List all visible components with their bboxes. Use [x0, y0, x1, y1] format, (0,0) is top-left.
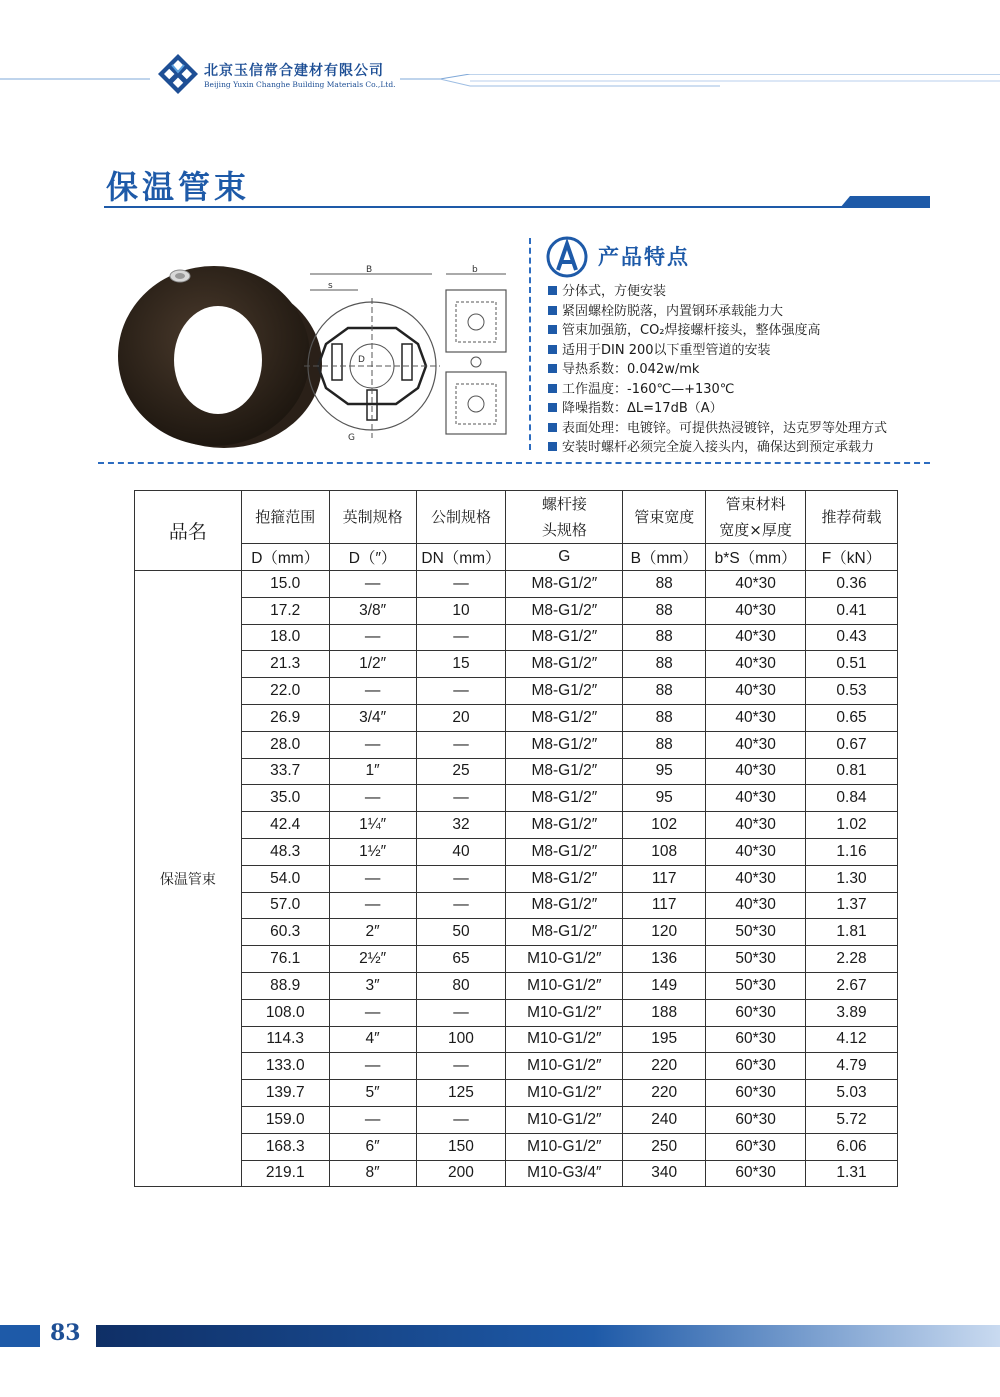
table-cell: 117	[623, 865, 706, 892]
table-cell: 5.72	[806, 1106, 898, 1133]
table-cell: 340	[623, 1160, 706, 1187]
table-cell: —	[416, 571, 506, 598]
table-cell: 1″	[329, 758, 416, 785]
table-cell: 240	[623, 1106, 706, 1133]
table-cell: M10-G1/2″	[506, 1106, 623, 1133]
bullet-square-icon	[548, 384, 557, 393]
table-cell: 220	[623, 1080, 706, 1107]
table-cell: —	[329, 999, 416, 1026]
table-cell: 0.53	[806, 678, 898, 705]
table-cell: 250	[623, 1133, 706, 1160]
table-row	[135, 812, 898, 839]
table-cell: M10-G1/2″	[506, 1053, 623, 1080]
header-cell: 推荐荷载	[806, 491, 898, 544]
table-cell: 88	[623, 597, 706, 624]
technical-drawing	[296, 262, 518, 450]
table-cell: 5.03	[806, 1080, 898, 1107]
table-row	[135, 946, 898, 973]
table-cell: M8-G1/2″	[506, 758, 623, 785]
table-cell: 3.89	[806, 999, 898, 1026]
header-cell: 管束宽度	[623, 491, 706, 544]
table-cell: 219.1	[241, 1160, 329, 1187]
table-cell: 60*30	[706, 1106, 806, 1133]
header-product-name: 品名	[135, 491, 242, 571]
table-cell: 28.0	[241, 731, 329, 758]
table-cell: 3/4″	[329, 704, 416, 731]
table-cell: 0.51	[806, 651, 898, 678]
table-cell: —	[416, 892, 506, 919]
table-cell: 136	[623, 946, 706, 973]
table-cell: 1/2″	[329, 651, 416, 678]
table-cell: 40*30	[706, 571, 806, 598]
table-row	[135, 597, 898, 624]
features-list	[548, 282, 887, 458]
page-title: 保温管束	[106, 168, 251, 206]
table-cell: M8-G1/2″	[506, 704, 623, 731]
feature-item: 安装时螺杆必须完全旋入接头内，确保达到预定承载力	[548, 438, 887, 458]
svg-text:b: b	[472, 265, 478, 275]
table-row	[135, 1133, 898, 1160]
unit-cell: DN（mm）	[416, 544, 506, 571]
bullet-square-icon	[548, 286, 557, 295]
table-cell: —	[416, 624, 506, 651]
table-cell: 200	[416, 1160, 506, 1187]
table-cell: 4″	[329, 1026, 416, 1053]
header-cell: 管束材料 宽度×厚度	[706, 491, 806, 544]
table-cell: —	[329, 571, 416, 598]
title-accent-tab	[840, 196, 930, 208]
table-cell: 40*30	[706, 704, 806, 731]
table-cell: 3/8″	[329, 597, 416, 624]
company-name-cn: 北京玉信常合建材有限公司	[204, 63, 384, 79]
table-cell: 17.2	[241, 597, 329, 624]
table-cell: 80	[416, 972, 506, 999]
table-cell: 33.7	[241, 758, 329, 785]
table-cell: 95	[623, 785, 706, 812]
table-cell: —	[329, 865, 416, 892]
header-cell: 公制规格	[416, 491, 506, 544]
table-cell: 60*30	[706, 1026, 806, 1053]
table-cell: —	[416, 731, 506, 758]
table-row	[135, 678, 898, 705]
table-cell: 139.7	[241, 1080, 329, 1107]
header-cell: 抱箍范围	[241, 491, 329, 544]
footer-bar	[96, 1325, 1000, 1347]
table-cell: 2.67	[806, 972, 898, 999]
table-cell: 2.28	[806, 946, 898, 973]
table-cell: M8-G1/2″	[506, 571, 623, 598]
table-cell: 1.30	[806, 865, 898, 892]
unit-cell: b*S（mm）	[706, 544, 806, 571]
page-number: 83	[50, 1320, 81, 1346]
table-cell: 0.65	[806, 704, 898, 731]
table-cell: 40*30	[706, 597, 806, 624]
table-cell: —	[329, 678, 416, 705]
table-row	[135, 1106, 898, 1133]
table-cell: —	[416, 785, 506, 812]
unit-cell: F（kN）	[806, 544, 898, 571]
table-row	[135, 1053, 898, 1080]
table-cell: 50*30	[706, 972, 806, 999]
table-cell: 21.3	[241, 651, 329, 678]
unit-cell: B（mm）	[623, 544, 706, 571]
table-cell: 2″	[329, 919, 416, 946]
bullet-square-icon	[548, 442, 557, 451]
bullet-square-icon	[548, 403, 557, 412]
table-cell: 0.43	[806, 624, 898, 651]
table-cell: —	[416, 678, 506, 705]
unit-cell: G	[506, 544, 623, 571]
table-cell: 117	[623, 892, 706, 919]
table-cell: 32	[416, 812, 506, 839]
feature-item: 导热系数：0.042w/mk	[548, 360, 887, 380]
features-heading: 产品特点	[598, 245, 690, 269]
table-cell: 60*30	[706, 1080, 806, 1107]
feature-badge-icon	[546, 236, 588, 278]
table-row	[135, 838, 898, 865]
feature-item: 管束加强筋，CO₂焊接螺杆接头，整体强度高	[548, 321, 887, 341]
table-cell: 6″	[329, 1133, 416, 1160]
svg-text:B: B	[366, 265, 373, 275]
table-row	[135, 865, 898, 892]
table-cell: M10-G1/2″	[506, 946, 623, 973]
table-cell: 150	[416, 1133, 506, 1160]
table-cell: 40*30	[706, 812, 806, 839]
product-name-cell: 保温管束	[135, 571, 242, 1187]
table-cell: 15.0	[241, 571, 329, 598]
svg-text:G: G	[348, 433, 355, 443]
section-divider-vertical	[529, 238, 531, 450]
table-cell: M8-G1/2″	[506, 624, 623, 651]
table-cell: M8-G1/2″	[506, 651, 623, 678]
table-row	[135, 892, 898, 919]
table-cell: 60*30	[706, 1160, 806, 1187]
table-row	[135, 704, 898, 731]
table-cell: 0.67	[806, 731, 898, 758]
footer-accent-block	[0, 1325, 40, 1347]
table-cell: —	[329, 892, 416, 919]
table-cell: 88	[623, 731, 706, 758]
table-cell: 108.0	[241, 999, 329, 1026]
table-row	[135, 731, 898, 758]
bullet-square-icon	[548, 345, 557, 354]
table-row	[135, 919, 898, 946]
table-cell: 40*30	[706, 731, 806, 758]
table-row	[135, 571, 898, 598]
table-row	[135, 785, 898, 812]
table-cell: 0.81	[806, 758, 898, 785]
table-cell: 50*30	[706, 946, 806, 973]
table-cell: 48.3	[241, 838, 329, 865]
table-cell: 149	[623, 972, 706, 999]
svg-text:D: D	[358, 355, 365, 365]
table-cell: 40*30	[706, 678, 806, 705]
header-cell: 英制规格	[329, 491, 416, 544]
table-cell: 88	[623, 678, 706, 705]
feature-item: 紧固螺栓防脱落，内置钢环承载能力大	[548, 302, 887, 322]
table-cell: M10-G1/2″	[506, 1133, 623, 1160]
table-cell: 88	[623, 651, 706, 678]
table-cell: 40*30	[706, 865, 806, 892]
table-cell: 40*30	[706, 758, 806, 785]
table-cell: 95	[623, 758, 706, 785]
table-cell: 54.0	[241, 865, 329, 892]
table-cell: 159.0	[241, 1106, 329, 1133]
company-logo-icon	[156, 52, 200, 96]
table-cell: 5″	[329, 1080, 416, 1107]
table-cell: —	[416, 1053, 506, 1080]
table-cell: —	[329, 1053, 416, 1080]
feature-item: 工作温度：-160℃—+130℃	[548, 380, 887, 400]
table-cell: M8-G1/2″	[506, 812, 623, 839]
table-cell: —	[329, 624, 416, 651]
table-cell: 35.0	[241, 785, 329, 812]
table-cell: 40*30	[706, 624, 806, 651]
table-row	[135, 1080, 898, 1107]
table-cell: M8-G1/2″	[506, 892, 623, 919]
table-cell: 120	[623, 919, 706, 946]
table-cell: —	[416, 865, 506, 892]
table-cell: 50	[416, 919, 506, 946]
table-row	[135, 624, 898, 651]
table-cell: M8-G1/2″	[506, 785, 623, 812]
table-cell: M8-G1/2″	[506, 731, 623, 758]
table-cell: 114.3	[241, 1026, 329, 1053]
bullet-square-icon	[548, 306, 557, 315]
table-cell: 25	[416, 758, 506, 785]
table-cell: 60.3	[241, 919, 329, 946]
table-cell: 168.3	[241, 1133, 329, 1160]
table-row	[135, 972, 898, 999]
table-cell: 195	[623, 1026, 706, 1053]
product-photo	[106, 256, 326, 456]
table-cell: 188	[623, 999, 706, 1026]
header-cell: 螺杆接 头规格	[506, 491, 623, 544]
table-cell: 40	[416, 838, 506, 865]
table-cell: 1½″	[329, 838, 416, 865]
table-cell: 40*30	[706, 892, 806, 919]
table-cell: 15	[416, 651, 506, 678]
bullet-square-icon	[548, 423, 557, 432]
table-cell: 40*30	[706, 785, 806, 812]
section-divider-horizontal	[98, 462, 930, 464]
table-cell: —	[416, 1106, 506, 1133]
table-cell: 88	[623, 704, 706, 731]
table-cell: 10	[416, 597, 506, 624]
table-cell: 60*30	[706, 1133, 806, 1160]
table-cell: 1.81	[806, 919, 898, 946]
feature-item: 降噪指数：ΔL=17dB（A）	[548, 399, 887, 419]
table-cell: 22.0	[241, 678, 329, 705]
table-cell: 1.37	[806, 892, 898, 919]
table-row	[135, 758, 898, 785]
feature-item: 表面处理：电镀锌。可提供热浸镀锌，达克罗等处理方式	[548, 419, 887, 439]
table-cell: 65	[416, 946, 506, 973]
table-cell: M8-G1/2″	[506, 678, 623, 705]
table-cell: —	[329, 785, 416, 812]
feature-item: 适用于DIN 200以下重型管道的安装	[548, 341, 887, 361]
table-cell: M8-G1/2″	[506, 838, 623, 865]
table-cell: 102	[623, 812, 706, 839]
table-cell: 88	[623, 571, 706, 598]
svg-text:s: s	[328, 281, 333, 291]
table-row	[135, 1160, 898, 1187]
table-cell: 4.12	[806, 1026, 898, 1053]
table-cell: M10-G1/2″	[506, 999, 623, 1026]
table-cell: 88.9	[241, 972, 329, 999]
table-cell: 1¼″	[329, 812, 416, 839]
header-decor-line	[0, 74, 1000, 90]
table-cell: M10-G1/2″	[506, 1026, 623, 1053]
table-cell: 133.0	[241, 1053, 329, 1080]
title-underline	[104, 206, 930, 208]
table-cell: M10-G3/4″	[506, 1160, 623, 1187]
table-cell: 108	[623, 838, 706, 865]
table-row	[135, 651, 898, 678]
table-cell: M10-G1/2″	[506, 972, 623, 999]
company-name-en: Beijing Yuxin Changhe Building Materials Co.,Ltd.	[204, 80, 396, 89]
table-cell: 26.9	[241, 704, 329, 731]
table-cell: 20	[416, 704, 506, 731]
table-cell: M8-G1/2″	[506, 919, 623, 946]
table-row	[135, 1026, 898, 1053]
feature-item: 分体式，方便安装	[548, 282, 887, 302]
table-cell: 0.36	[806, 571, 898, 598]
table-cell: 2½″	[329, 946, 416, 973]
table-cell: 60*30	[706, 1053, 806, 1080]
table-cell: 8″	[329, 1160, 416, 1187]
table-cell: M8-G1/2″	[506, 865, 623, 892]
table-cell: 4.79	[806, 1053, 898, 1080]
table-cell: 100	[416, 1026, 506, 1053]
table-cell: M10-G1/2″	[506, 1080, 623, 1107]
table-cell: 3″	[329, 972, 416, 999]
table-cell: 1.31	[806, 1160, 898, 1187]
table-cell: —	[329, 731, 416, 758]
unit-cell: D（mm）	[241, 544, 329, 571]
table-cell: 18.0	[241, 624, 329, 651]
bullet-square-icon	[548, 364, 557, 373]
table-cell: 1.16	[806, 838, 898, 865]
table-cell: M8-G1/2″	[506, 597, 623, 624]
table-row	[135, 999, 898, 1026]
table-cell: 76.1	[241, 946, 329, 973]
table-cell: 50*30	[706, 919, 806, 946]
table-cell: 0.84	[806, 785, 898, 812]
table-cell: 6.06	[806, 1133, 898, 1160]
table-cell: 0.41	[806, 597, 898, 624]
table-cell: 60*30	[706, 999, 806, 1026]
table-cell: 40*30	[706, 838, 806, 865]
table-cell: 220	[623, 1053, 706, 1080]
unit-cell: D（″）	[329, 544, 416, 571]
table-cell: 40*30	[706, 651, 806, 678]
table-cell: 125	[416, 1080, 506, 1107]
table-cell: 42.4	[241, 812, 329, 839]
spec-table	[134, 490, 898, 1187]
table-cell: 57.0	[241, 892, 329, 919]
table-cell: 88	[623, 624, 706, 651]
bullet-square-icon	[548, 325, 557, 334]
table-cell: —	[329, 1106, 416, 1133]
table-cell: —	[416, 999, 506, 1026]
table-cell: 1.02	[806, 812, 898, 839]
